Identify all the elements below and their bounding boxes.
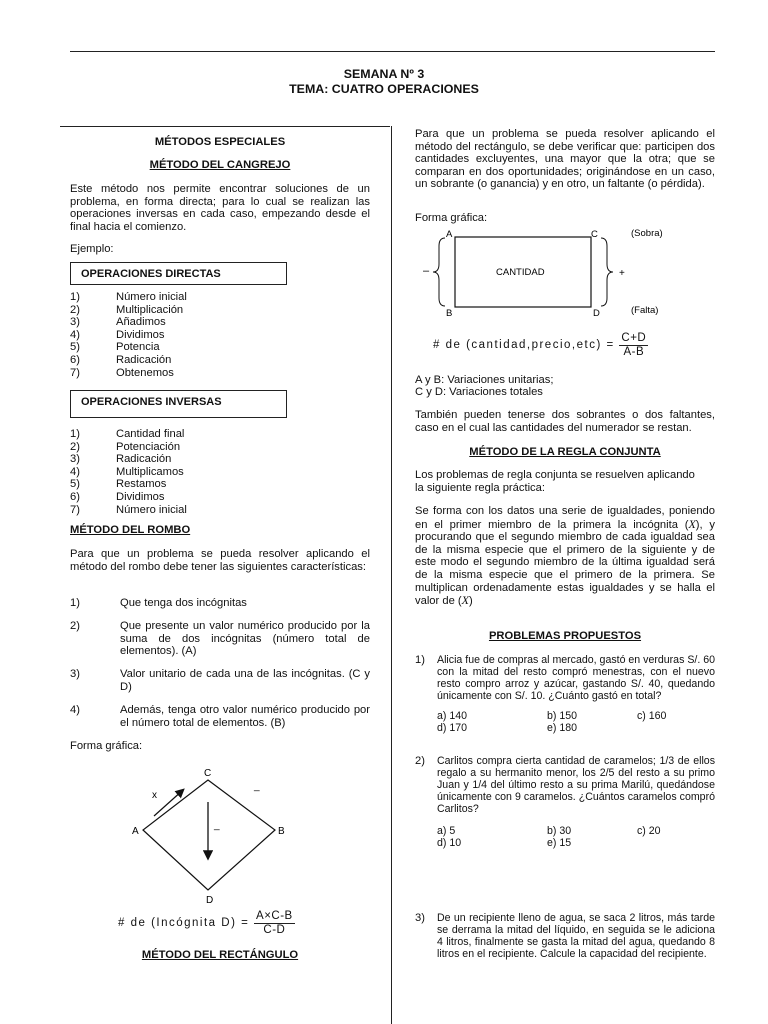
example-label: Ejemplo: [70, 243, 114, 255]
cangrejo-heading: MÉTODO DEL CANGREJO [149, 159, 291, 171]
sobra-label: (Sobra) [631, 228, 663, 239]
answer-options: a) 140 b) 150 c) 160 d) 170 e) 180 [437, 710, 667, 734]
x-variable: X [461, 593, 469, 608]
week-title: SEMANA Nº 3 [343, 67, 425, 81]
x-label: x [152, 790, 157, 801]
list-item: 7) Obtenemos [70, 366, 174, 379]
list-item: 1) Cantidad final [70, 428, 185, 440]
rombo-paragraph: Para que un problema se pueda resolver aplicando el método del rombo debe tener las siguientes características: [70, 548, 370, 573]
conjunta-paragraph-1: Los problemas de regla conjunta se resuelven aplicando la siguiente regla práctica: [415, 469, 695, 494]
vertex-b: B [278, 826, 285, 837]
column-divider [391, 126, 392, 1024]
list-item: 1) Número inicial [70, 291, 187, 303]
conjunta-paragraph-2: Se forma con los datos una serie de igualdades, poniendo en el primer miembro de la primera la incógnita (X), y procurando que el segundo miembro de cada igualdad sea de la misma especie que el primero de la siguiente y de este modo el segundo miembro de la última igualdad será de la misma especie que el primero de la primera. Se multiplican ordenadamente estas igualdades y se halla el valor de (X) [415, 505, 715, 608]
minus-sign: – [423, 265, 430, 277]
rombo-heading: MÉTODO DEL ROMBO [70, 524, 191, 536]
vertex-c: C [204, 768, 212, 779]
list-item: 4) Dividimos [70, 328, 165, 341]
inverse-operations-box: OPERACIONES INVERSAS [70, 390, 287, 418]
corner-c: C [591, 229, 598, 240]
vertex-a: A [132, 826, 139, 837]
plus-sign: + [619, 268, 625, 279]
list-item: 2) Multiplicación [70, 303, 184, 316]
list-item: 3) Añadimos [70, 316, 166, 329]
list-item: 2) Potenciación [70, 440, 181, 453]
topic-title: TEMA: CUATRO OPERACIONES [289, 82, 479, 96]
rombo-formula: # de (Incógnita D) = $\frac{A\times C-B}{C-D}$ [118, 910, 293, 936]
rectangulo-heading: MÉTODO DEL RECTÁNGULO [141, 949, 299, 961]
top-rule [70, 51, 715, 52]
list-item: 7) Número inicial [70, 503, 187, 516]
propuestos-heading: PROBLEMAS PROPUESTOS [488, 630, 642, 642]
direct-operations-list [70, 291, 370, 379]
list-item: 3) Radicación [70, 453, 172, 466]
left-brace [433, 238, 445, 306]
problem-2: 2) Carlitos compra cierta cantidad de caramelos; 1/3 de ellos regalo a su hermanito menor, los 2/5 del resto a su primo Juan y 1/4 del último resto a su prima Marilú, quedándose únicamente con 9 caramelos. ¿Cuántos caramelos compró Carlitos? a) 5 b) 30 c) 20 d) 10 e) 15 [415, 755, 715, 849]
rombo-diagram [120, 762, 310, 908]
corner-a: A [446, 229, 453, 240]
minus-label: _ [254, 781, 260, 792]
right-brace [601, 238, 613, 306]
section-heading: MÉTODOS ESPECIALES [154, 136, 286, 148]
cd-line: C y D: Variaciones totales [415, 386, 543, 398]
rombo-shape [143, 780, 275, 890]
rombo-item: 2) Que presente un valor numérico producido por la suma de dos incógnitas (número total de elementos). (A) [70, 620, 370, 658]
rombo-item: 4) Además, tenga otro valor numérico producido por el número total de elementos. (B) [70, 704, 370, 729]
rect-paragraph: Para que un problema se pueda resolver aplicando el método del rectángulo, se debe verificar que: participen dos cantidades excluyentes, una mayor que la otra; que se comparan en dos oportunidades; originándose en un caso, un sobrante (o ganancia) y en otro, un faltante (o pérdida). [415, 128, 715, 191]
rect-graph-label: Forma gráfica: [415, 212, 488, 224]
x-variable: X [688, 516, 696, 531]
section-rule [60, 126, 390, 127]
cangrejo-paragraph: Este método nos permite encontrar soluciones de un problema, en forma directa; para lo cual se realizan las operaciones inversas en cada caso, empezando desde el final hacia el comienzo. [70, 183, 370, 233]
list-item: 6) Radicación [70, 353, 172, 366]
rect-formula: # de (cantidad,precio,etc) = $\frac{C+D}{A-B}$ [433, 332, 647, 358]
problem-3: 3) De un recipiente lleno de agua, se saca 2 litros, más tarde se derrama la mitad del líquido, en seguida se le adiciona 4 litros, finalmente se gasta la mitad del agua, quedando 8 litros en el recipiente. Calcule la capacidad del recipiente. [415, 912, 715, 960]
answer-options: a) 5 b) 30 c) 20 d) 10 e) 15 [437, 825, 661, 849]
list-item: 5) Potencia [70, 341, 160, 354]
rombo-item: 1) Que tenga dos incógnitas [70, 597, 247, 609]
conjunta-heading: MÉTODO DE LA REGLA CONJUNTA [469, 446, 661, 458]
sobrantes-paragraph: También pueden tenerse dos sobrantes o dos faltantes, caso en el cual las cantidades del numerador se restan. [415, 409, 715, 434]
cantidad-label: CANTIDAD [496, 267, 545, 278]
corner-d: D [593, 308, 600, 319]
rectangle-diagram [415, 226, 705, 322]
list-item: 4) Multiplicamos [70, 465, 184, 478]
inverse-operations-list [70, 428, 370, 516]
direct-operations-box: OPERACIONES DIRECTAS [70, 262, 287, 285]
vertex-d: D [206, 895, 214, 906]
rombo-item: 3) Valor unitario de cada una de las incógnitas. (C y D) [70, 668, 370, 693]
rombo-graph-label: Forma gráfica: [70, 740, 143, 752]
minus-label: _ [214, 820, 220, 831]
list-item: 6) Dividimos [70, 490, 165, 503]
problem-1: 1) Alicia fue de compras al mercado, gastó en verduras S/. 60 con la mitad del resto compró menestras, con el nuevo resto compro arroz y azúcar, gastando S/. 40, quedando únicamente con S/. 10. ¿Cuánto gastó en total? a) 140 b) 150 c) 160 d) 170 e) 180 [415, 654, 715, 734]
ab-line: A y B: Variaciones unitarias; [415, 374, 554, 386]
corner-b: B [446, 308, 453, 319]
list-item: 5) Restamos [70, 478, 167, 491]
falta-label: (Falta) [631, 305, 659, 316]
